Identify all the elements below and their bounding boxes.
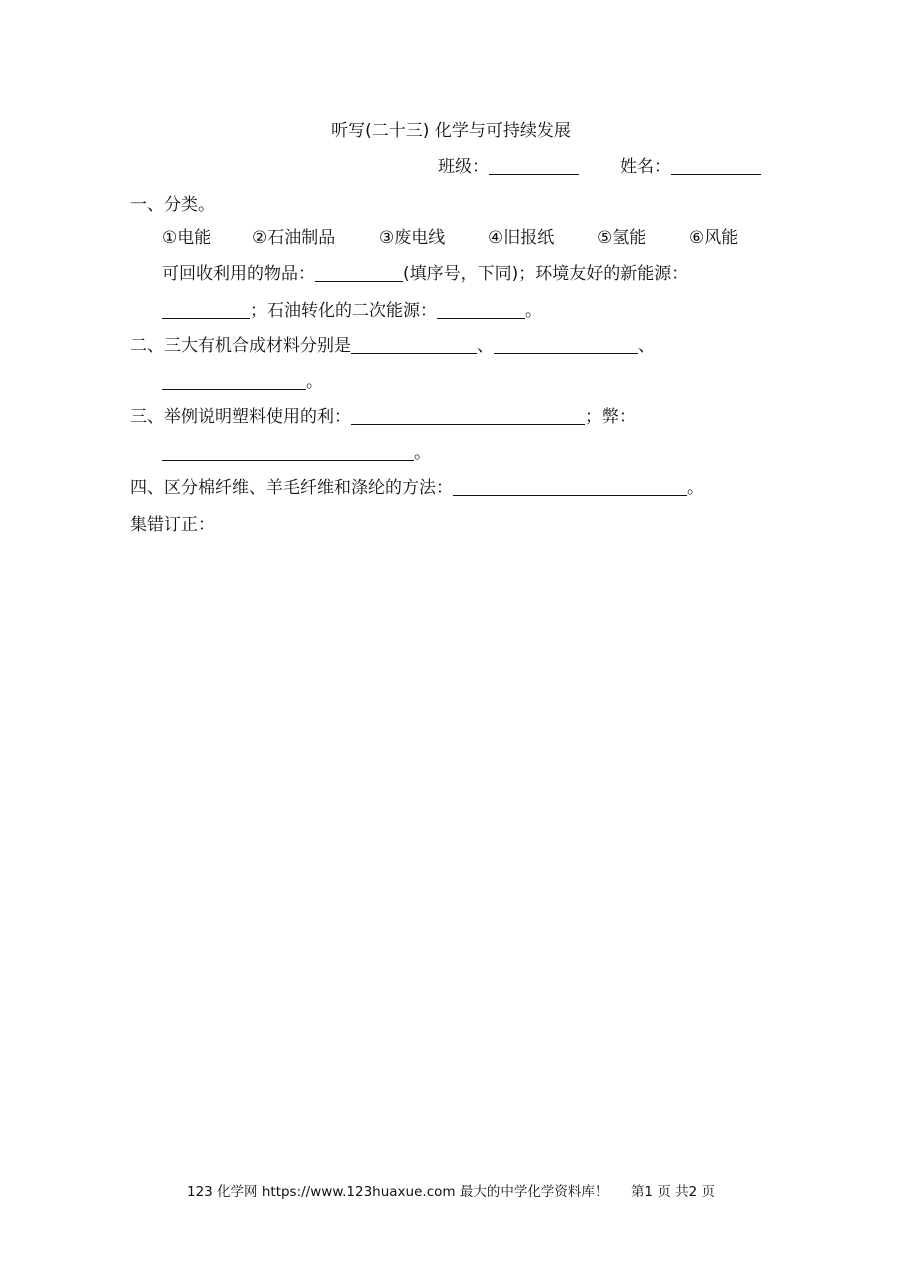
q3-cons-label: ；弊： [585,407,636,427]
name-field [620,152,761,177]
q1-line1 [162,259,688,284]
q4-end: 。 [687,478,704,498]
q1-option-1: ①电能 [162,228,212,248]
q4-heading: 四、区分棉纤维、羊毛纤维和涤纶的方法： [130,478,453,498]
q3-line2 [162,438,431,463]
q2-sep-2: 、 [638,336,655,356]
q3-line1 [130,402,636,427]
name-blank[interactable] [671,156,761,175]
corrections-heading: 集错订正： [130,515,215,535]
footer-page-number: 第1 页 共2 页 [630,1184,715,1200]
q2-heading: 二、三大有机合成材料分别是 [130,336,351,356]
q3-heading: 三、举例说明塑料使用的利： [130,407,351,427]
footer-url[interactable]: https://www.123huaxue.com [261,1184,456,1200]
q1-recyclable-blank[interactable] [315,263,403,282]
q1-line2 [162,296,542,321]
q3-pros-blank[interactable] [351,406,585,425]
name-label: 姓名： [620,157,671,177]
q3-cons-blank[interactable] [162,442,414,461]
q2-line1 [130,331,655,356]
q1-end: 。 [525,301,542,321]
footer-site: 123 化学网 [186,1184,258,1200]
q2-blank-2[interactable] [494,335,638,354]
q3-end: 。 [414,443,431,463]
q1-new-energy-label: (填序号，下同)；环境友好的新能源： [403,264,689,284]
q2-sep-1: 、 [477,336,494,356]
q1-recyclable-label: 可回收利用的物品： [162,264,315,284]
q4-blank[interactable] [453,477,687,496]
q1-option-4: ④旧报纸 [488,228,555,248]
class-field [438,152,579,177]
q1-options [162,223,782,248]
q2-end: 。 [306,372,323,392]
class-label: 班级： [438,157,489,177]
class-blank[interactable] [489,156,579,175]
q4-line [130,473,704,498]
q1-option-2: ②石油制品 [252,228,336,248]
q1-new-energy-blank[interactable] [162,300,250,319]
q1-secondary-energy-label: ；石油转化的二次能源： [250,301,437,321]
q1-secondary-energy-blank[interactable] [437,300,525,319]
page-footer [0,1180,902,1200]
q2-blank-1[interactable] [351,335,477,354]
q2-blank-3[interactable] [162,371,306,390]
q2-line2 [162,367,323,392]
worksheet-title: 听写(二十三) 化学与可持续发展 [331,121,571,141]
footer-slogan: 最大的中学化学资料库！ [459,1184,609,1200]
q1-option-5: ⑤氢能 [597,228,647,248]
q1-heading: 一、分类。 [130,195,215,215]
q1-option-3: ③废电线 [379,228,446,248]
q1-option-6: ⑥风能 [689,228,739,248]
